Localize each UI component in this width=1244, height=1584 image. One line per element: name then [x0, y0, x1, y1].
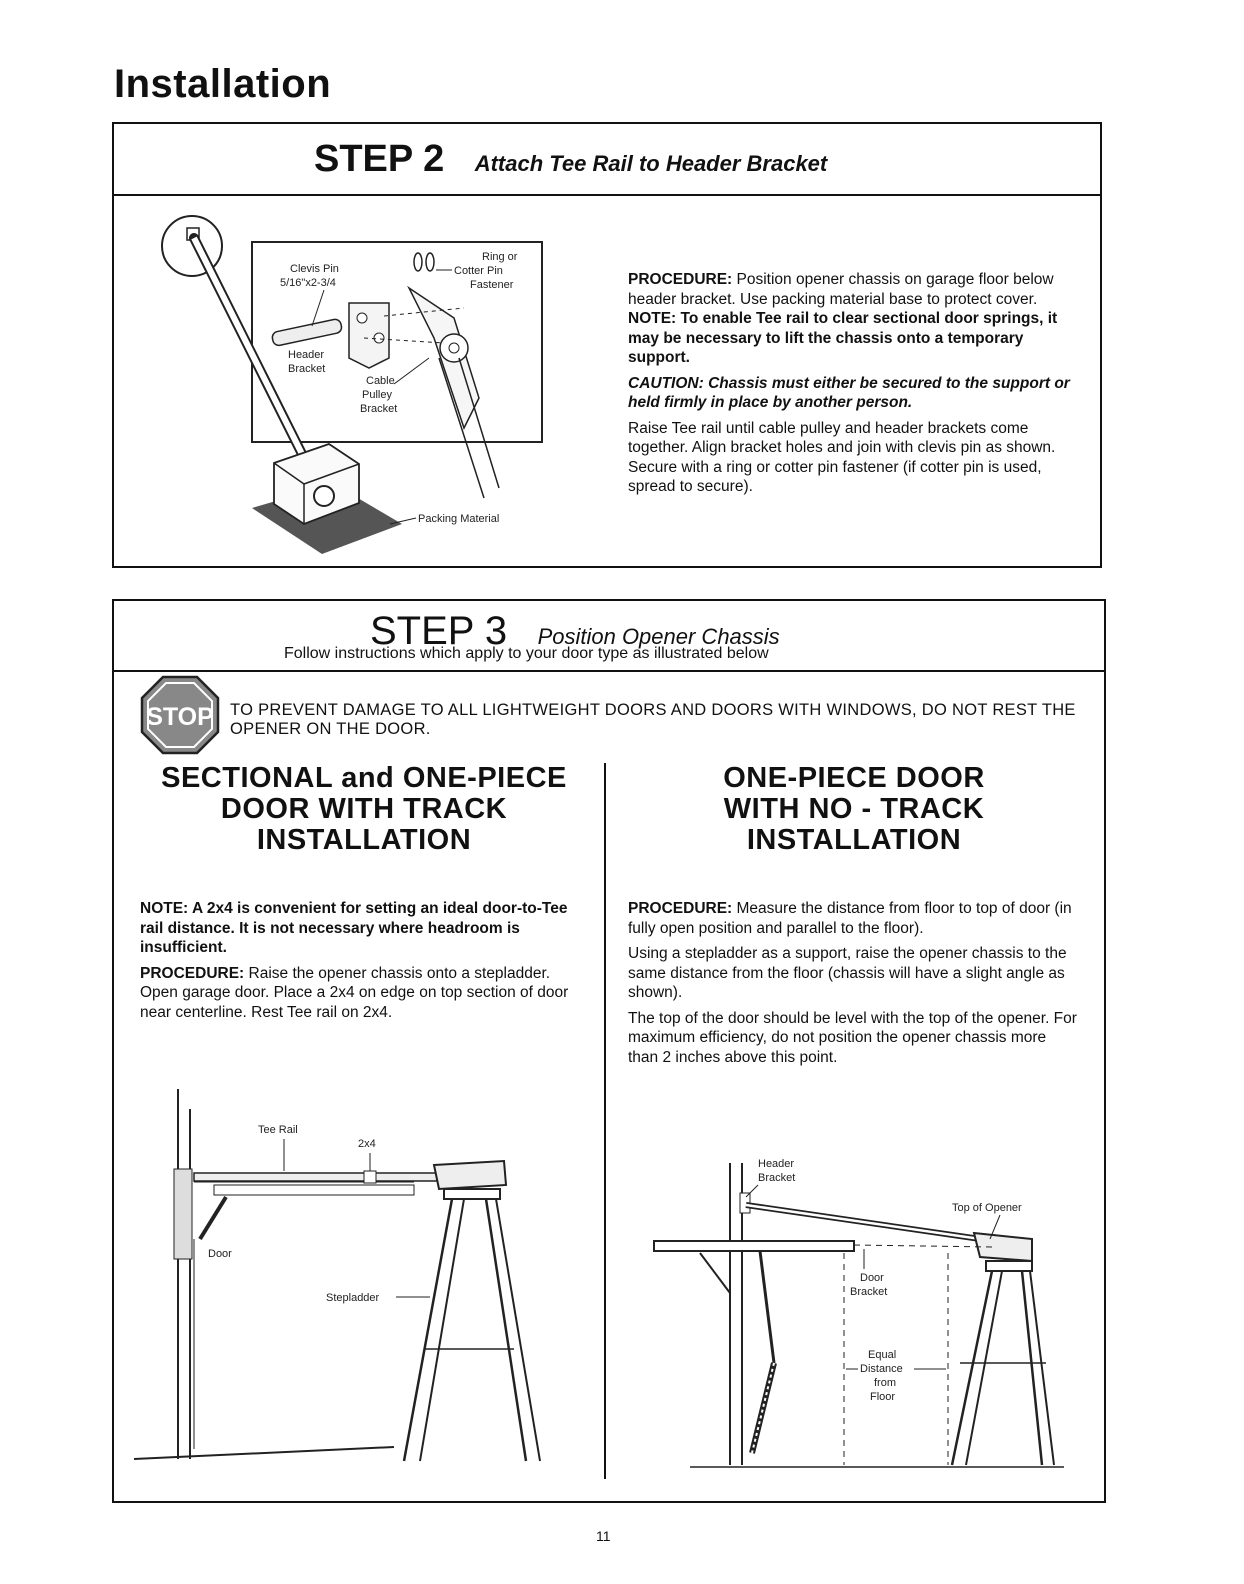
- cotter-pin-label: Cotter Pin: [454, 265, 503, 277]
- left-procedure: [140, 964, 584, 1023]
- step2-diagram: [154, 208, 554, 558]
- stepladder-label: Stepladder: [326, 1292, 380, 1304]
- cable-label: Cable: [366, 375, 395, 387]
- equal-label: Equal: [868, 1349, 897, 1361]
- step2-raise-text: Raise Tee rail until cable pulley and header brackets come together. Align bracket holes and join with clevis pin as shown. Secure with a ring or cotter pin fastener (if cotter pin is used, spread to secure).: [628, 419, 1056, 495]
- distance-label: Distance: [860, 1363, 903, 1375]
- step2-title: Attach Tee Rail to Header Bracket: [474, 151, 828, 176]
- step2-procedure-paragraph: [628, 270, 1080, 368]
- door-label-left: Door: [208, 1248, 232, 1260]
- left-title-line2: DOOR WITH TRACK: [220, 793, 508, 825]
- right-title-line2: WITH NO - TRACK: [723, 793, 985, 825]
- right-column-title: [624, 763, 1084, 856]
- step2-header-rule: [114, 194, 1100, 196]
- door-shape-right: [654, 1241, 854, 1251]
- right-title-line3: INSTALLATION: [746, 824, 962, 856]
- right-column-text: [628, 899, 1078, 1073]
- floor-label: Floor: [870, 1391, 896, 1403]
- fastener-label: Fastener: [470, 279, 514, 291]
- step2-procedure-text: Position opener chassis on garage floor below header bracket. Use packing material base to protect cover.: [628, 271, 1054, 308]
- opener-shape-right: [974, 1233, 1032, 1261]
- right-procedure: [628, 899, 1078, 938]
- header-label-right: Header: [758, 1158, 795, 1170]
- left-column-title: [134, 763, 594, 856]
- right-title-line1: ONE-PIECE DOOR: [723, 762, 985, 794]
- left-note: NOTE: A 2x4 is convenient for setting an ideal door-to-Tee rail distance. It is not necessary where headroom is insufficient.: [140, 900, 568, 956]
- page-heading: Installation: [114, 62, 332, 106]
- page-number: 11: [596, 1528, 611, 1544]
- right-procedure-text: Measure the distance from floor to top of door (in fully open position and parallel to the floor).: [628, 900, 1072, 937]
- door-label-right: Door: [860, 1272, 884, 1284]
- two-by-four-label: 2x4: [358, 1138, 376, 1150]
- left-diagram: [134, 1089, 574, 1489]
- left-procedure-text: Raise the opener chassis onto a stepladder. Open garage door. Place a 2x4 on edge on top section of door near centerline. Rest Tee rail on 2x4.: [140, 964, 569, 1021]
- bracket-label: Bracket: [288, 363, 326, 375]
- packing-material-label: Packing Material: [418, 513, 500, 525]
- step2-number: STEP 2: [314, 138, 445, 180]
- right-para2: Using a stepladder as a support, raise the opener chassis to the same distance from the floor (chassis will have a slight angle as shown).: [628, 945, 1067, 1001]
- door-shape: [214, 1185, 414, 1195]
- step2-header: [314, 138, 827, 181]
- right-procedure-label: PROCEDURE:: [628, 900, 733, 917]
- header-label: Header: [288, 349, 325, 361]
- clevis-size-label: 5/16"x2-3/4: [280, 277, 336, 289]
- pulley-label: Pulley: [362, 389, 392, 401]
- bracket-label-right: Bracket: [758, 1172, 796, 1184]
- step3-header-rule: [114, 670, 1104, 672]
- top-of-opener-label: Top of Opener: [952, 1202, 1022, 1214]
- step2-caution: CAUTION: Chassis must either be secured to the support or held firmly in place by another person.: [628, 374, 1070, 411]
- right-diagram: [634, 1153, 1074, 1493]
- step2-note: NOTE: To enable Tee rail to clear sectional door springs, it may be necessary to lift the chassis onto a temporary support.: [628, 310, 1058, 366]
- door-bracket-label: Bracket: [850, 1286, 888, 1298]
- ring-or-label: Ring or: [482, 251, 518, 263]
- column-divider: [604, 763, 606, 1479]
- tee-rail-shape-left: [194, 1173, 444, 1181]
- step2-procedure-label: PROCEDURE:: [628, 271, 733, 288]
- from-label: from: [874, 1377, 896, 1389]
- step3-subtitle: Follow instructions which apply to your door type as illustrated below: [284, 645, 769, 662]
- stop-sign-text: STOP: [146, 703, 214, 731]
- opener-shape-left: [434, 1161, 506, 1189]
- stop-warning: TO PREVENT DAMAGE TO ALL LIGHTWEIGHT DOORS AND DOORS WITH WINDOWS, DO NOT REST THE OPENER ON THE DOOR.: [230, 701, 1076, 738]
- step2-panel: [112, 122, 1102, 568]
- left-title-line1: SECTIONAL and ONE-PIECE: [161, 762, 567, 794]
- right-para3: The top of the door should be level with the top of the opener. For maximum efficiency, do not position the opener chassis more than 2 inches above this point.: [628, 1009, 1077, 1066]
- step3-panel: [112, 599, 1106, 1503]
- step3-number: STEP 3: [370, 609, 508, 653]
- step3-title: Position Opener Chassis: [537, 624, 780, 649]
- bracket2-label: Bracket: [360, 403, 398, 415]
- stop-sign-icon: [140, 675, 220, 755]
- step2-procedure: [628, 270, 1080, 503]
- wall-header-shape: [174, 1169, 192, 1259]
- left-procedure-label: PROCEDURE:: [140, 964, 245, 982]
- left-column-text: [140, 899, 584, 1028]
- clevis-pin-label: Clevis Pin: [290, 263, 339, 275]
- left-title-line3: INSTALLATION: [256, 824, 472, 856]
- tee-rail-label: Tee Rail: [258, 1124, 298, 1136]
